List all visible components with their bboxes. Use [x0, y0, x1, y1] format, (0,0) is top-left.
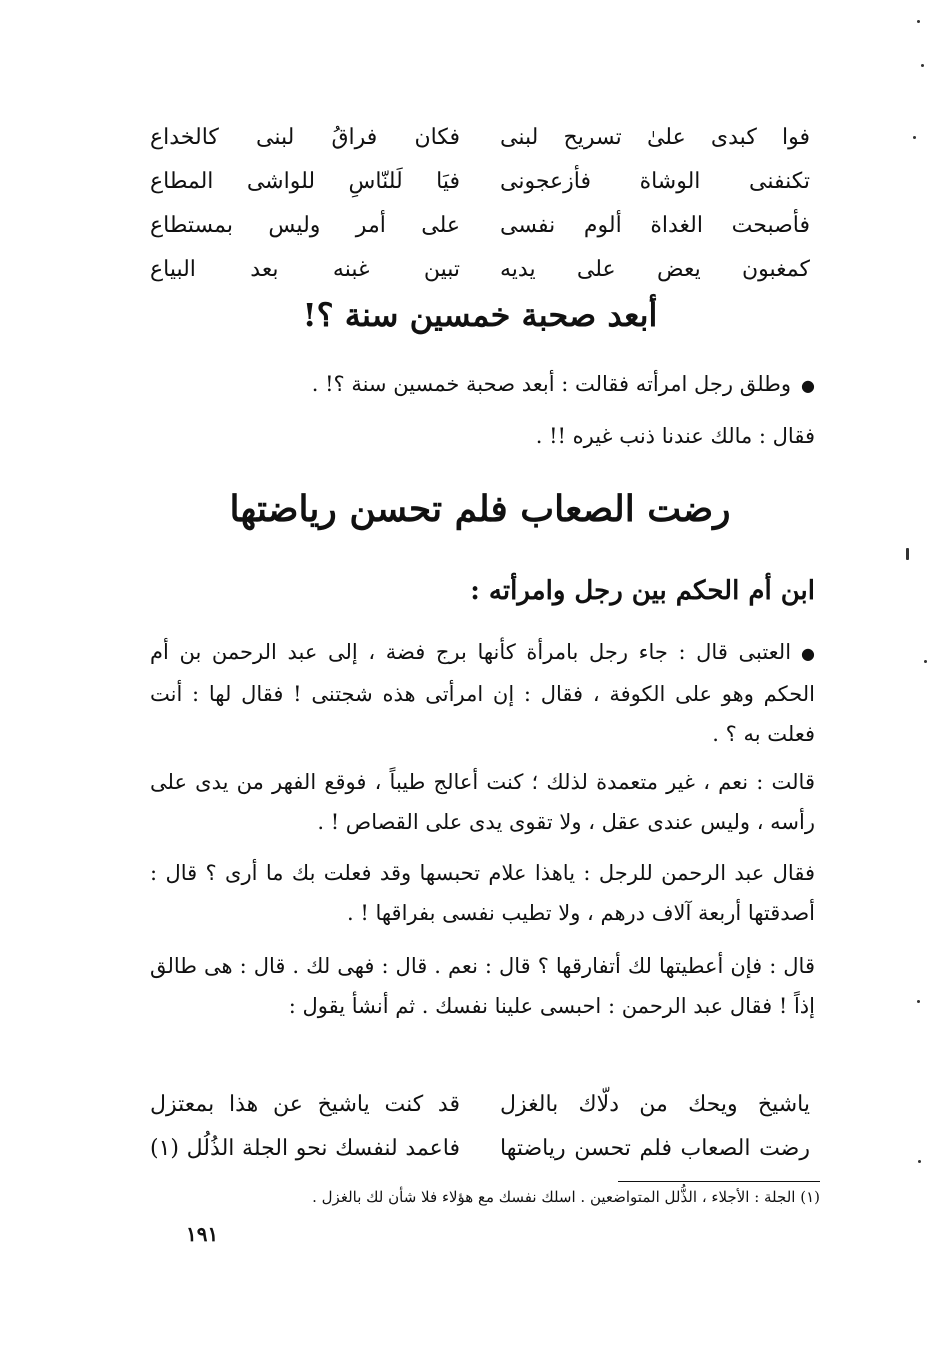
verse: [150, 203, 810, 247]
paragraph-text: قال : فإن أعطيتها لك أتفارقها ؟ قال : نعم . قال : فهى لك . قال : هى طالق إذاً ! فقال عبد الرحمن : احبسى علينا نفسك . ثم أنشأ يقول :: [150, 954, 815, 1018]
scan-speck: [913, 136, 916, 139]
verse: [150, 159, 810, 203]
paragraph: [150, 364, 815, 406]
scan-speck: [924, 660, 927, 663]
hemistich-first: تكنفنى الوشاة فأزعجونى: [500, 168, 810, 194]
scan-speck: [906, 548, 909, 560]
hemistich-first: فأصبحت الغداة ألوم نفسى: [500, 212, 810, 238]
paragraph: [150, 632, 815, 754]
section-title-1: أبعد صحبة خمسين سنة ؟!: [302, 296, 658, 334]
hemistich-second: فكان فراقُ لبنى كالخداع: [150, 124, 460, 150]
scan-speck: [917, 20, 920, 23]
hemistich-first: كمغبون يعض على يديه: [500, 256, 810, 282]
scan-speck: [917, 1000, 920, 1003]
verse: [150, 115, 810, 159]
paragraph-text: وطلق رجل امرأته فقالت : أبعد صحبة خمسين سنة ؟! .: [311, 372, 792, 396]
hemistich-first: فوا كبدى علىٰ تسريح لبنى: [500, 124, 810, 150]
bullet-icon: ●: [801, 644, 815, 663]
paragraph: [150, 853, 815, 933]
section-title-2: رضت الصعاب فلم تحسن رياضتها: [229, 488, 731, 530]
poem-block-1: [150, 115, 810, 291]
paragraph-text: العتبى قال : جاء رجل بامرأة كأنها برج فضة ، إلى عبد الرحمن بن أم الحكم وهو على الكوفة ، فقال : إن امرأتى هذه شجتنى ! فقال لها : أنت فعلت به ؟ .: [150, 640, 815, 746]
paragraph: [150, 762, 815, 842]
scan-speck: [921, 64, 924, 67]
footnote-divider: [618, 1181, 820, 1182]
hemistich-second: فيَا لَلنّاسِ للواشى المطاع: [150, 168, 460, 194]
paragraph-text: قالت : نعم ، غير متعمدة لذلك ؛ كنت أعالج طيباً ، فوقع الفهر من يدى على رأسه ، وليس عندى عقل ، ولا تقوى يدى على القصاص ! .: [150, 770, 815, 834]
poem-block-2: [150, 1082, 810, 1170]
hemistich-second: تبين غبنه بعد البياع: [150, 256, 460, 282]
paragraph-text: فقال : مالك عندنا ذنب غيره !! .: [535, 424, 815, 448]
verse: [150, 247, 810, 291]
bullet-icon: ●: [801, 376, 815, 395]
page-number: ١٩١: [186, 1222, 219, 1246]
hemistich-second: على أمر وليس بمستطاع: [150, 212, 460, 238]
scan-speck: [918, 1160, 921, 1163]
subsection-title: ابن أم الحكم بين رجل وامرأته :: [470, 576, 815, 606]
paragraph-text: فقال عبد الرحمن للرجل : ياهذا علام تحبسها وقد فعلت بك ما أرى ؟ قال : أصدقتها أربعة آلاف درهم ، ولا تطيب نفسى بفراقها ! .: [150, 861, 815, 925]
verse: [150, 1126, 810, 1170]
hemistich-first: ياشيخ ويحك من دلّاك بالغزل: [500, 1091, 810, 1117]
paragraph: [150, 416, 815, 456]
hemistich-second: فاعمد لنفسك نحو الجلة الذُلُل (١): [150, 1135, 460, 1161]
footnote: (١) الجلة : الأجلاء ، الذُّلل المتواضعين . اسلك نفسك مع هؤلاء فلا شأن لك بالغزل .: [312, 1188, 820, 1206]
verse: [150, 1082, 810, 1126]
paragraph: [150, 946, 815, 1026]
hemistich-second: قد كنت ياشيخ عن هذا بمعتزل: [150, 1091, 460, 1117]
hemistich-first: رضت الصعاب فلم تحسن رياضتها: [500, 1135, 810, 1161]
